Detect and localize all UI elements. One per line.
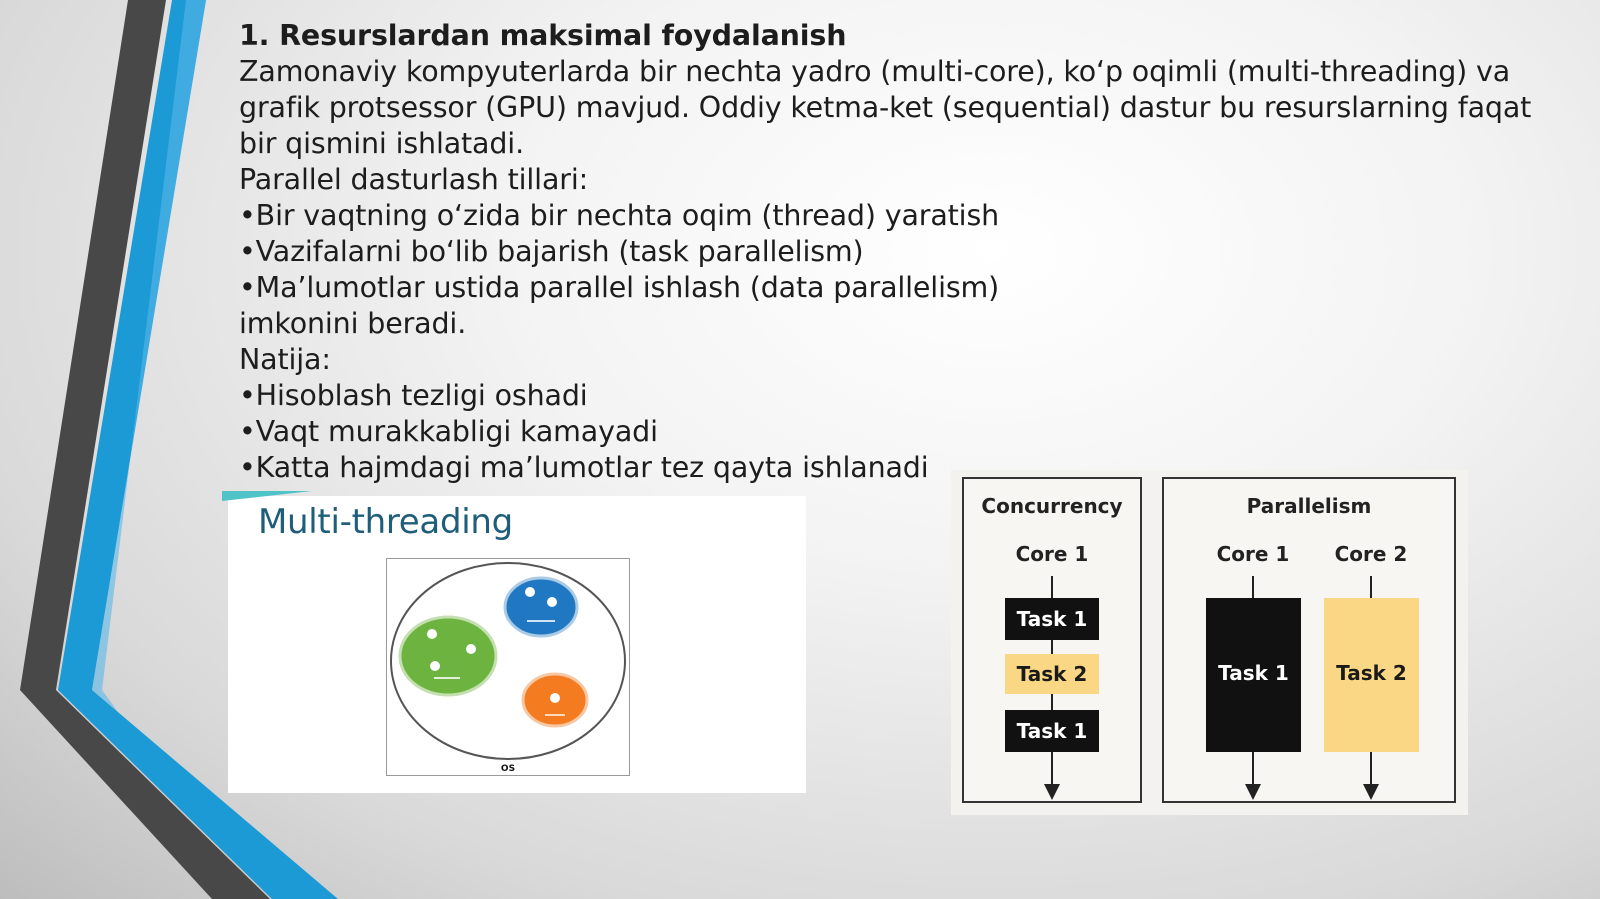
process-label-mark (545, 714, 565, 716)
process-green (400, 617, 496, 695)
result-bullet: •Katta hajmdagi ma’lumotlar tez qayta ishlanadi (239, 451, 929, 484)
concurrency-parallelism-image (951, 470, 1468, 815)
closing-text: imkonini beradi. (239, 307, 467, 340)
process-diagram (386, 558, 630, 776)
slide-heading: 1. Resurslardan maksimal foydalanish (239, 19, 847, 52)
thread-icon (427, 629, 437, 639)
task-1-label: Task 1 (1016, 607, 1088, 631)
intro-paragraph: Zamonaviy kompyuterlarda bir nechta yadro (multi-core), ko‘p oqimli (multi-threading) va grafik protsessor (GPU) mavjud. Oddiy ketma-ket (sequential) dastur bu resurslarning faqat bir qismini ishlatadi. (239, 55, 1532, 160)
parallelism-title: Parallelism (1246, 494, 1372, 518)
bullet-item: •Bir vaqtning o‘zida bir nechta oqim (thread) yaratish (239, 199, 1000, 232)
teal-accent (222, 491, 312, 501)
multithreading-image (228, 496, 806, 793)
process-label-mark (527, 620, 555, 622)
thread-icon (466, 644, 476, 654)
task-2-label: Task 2 (1336, 661, 1407, 685)
slide-text (239, 18, 1569, 486)
thread-icon (430, 661, 440, 671)
process-blue (505, 578, 577, 636)
task-1-label: Task 1 (1016, 719, 1088, 743)
task-1-label: Task 1 (1218, 661, 1289, 685)
result-bullet: •Vaqt murakkabligi kamayadi (239, 415, 658, 448)
thread-icon (550, 693, 560, 703)
core-2-label: Core 2 (1334, 542, 1408, 566)
core-1-label: Core 1 (1015, 542, 1089, 566)
process-label-mark (434, 677, 460, 679)
bullet-item: •Vazifalarni bo‘lib bajarish (task parallelism) (239, 235, 864, 268)
thread-icon (547, 597, 557, 607)
languages-label: Parallel dasturlash tillari: (239, 163, 589, 196)
bullet-item: •Ma’lumotlar ustida parallel ishlash (data parallelism) (239, 271, 1000, 304)
thread-icon (525, 587, 535, 597)
os-label: OS (500, 764, 516, 774)
concurrency-title: Concurrency (981, 494, 1123, 518)
result-label: Natija: (239, 343, 331, 376)
concurrency-parallelism-diagram (951, 470, 1468, 815)
result-bullet: •Hisoblash tezligi oshadi (239, 379, 588, 412)
multithreading-title: Multi-threading (258, 502, 513, 542)
task-2-label: Task 2 (1016, 662, 1088, 686)
core-1-label: Core 1 (1216, 542, 1290, 566)
